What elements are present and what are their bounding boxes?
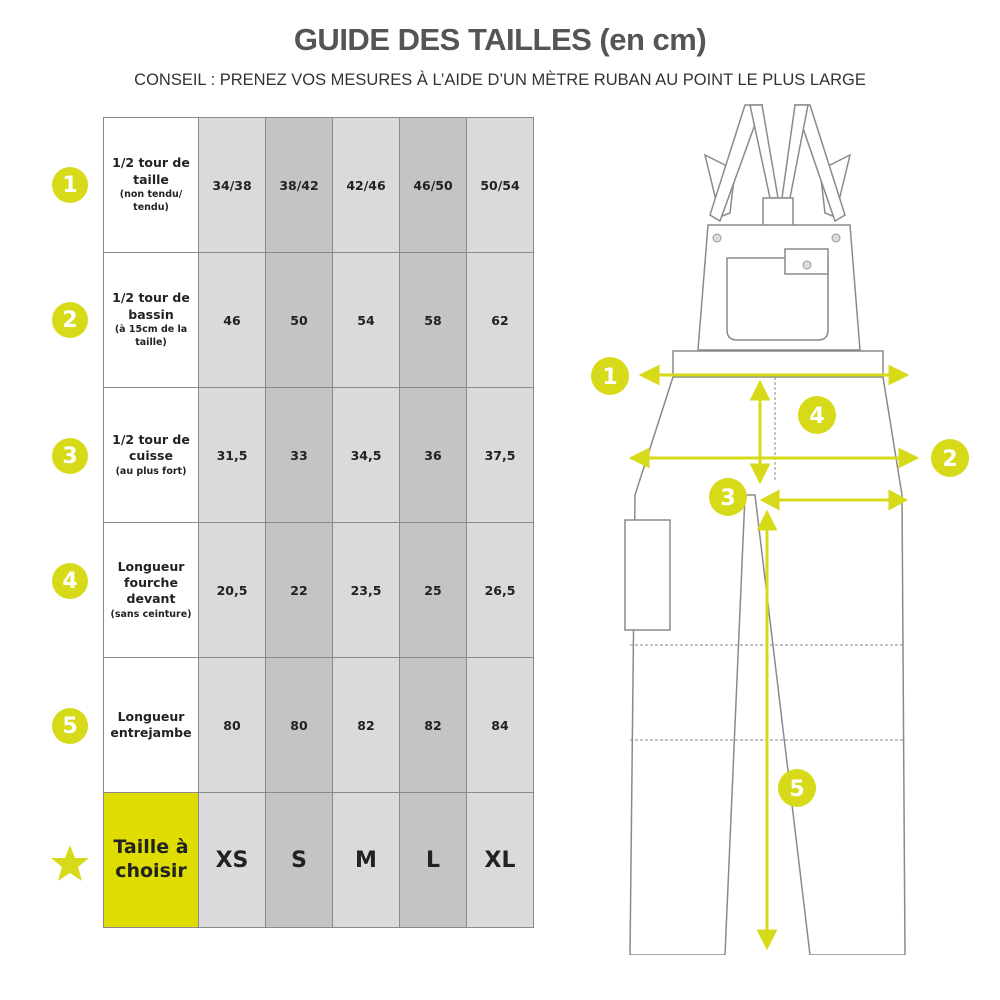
row-label: 1/2 tour de taille (non tendu/ tendu) xyxy=(104,118,199,253)
size-xl: XL xyxy=(467,793,534,928)
table-row xyxy=(104,118,534,253)
table-row xyxy=(104,658,534,793)
cell-xs: 34/38 xyxy=(199,118,266,253)
cell-m: 42/46 xyxy=(333,118,400,253)
cell-m: 82 xyxy=(333,658,400,793)
size-row xyxy=(104,793,534,928)
cell-xl: 62 xyxy=(467,253,534,388)
cell-m: 34,5 xyxy=(333,388,400,523)
cell-s: 22 xyxy=(266,523,333,658)
cell-s: 38/42 xyxy=(266,118,333,253)
marker-5: 5 xyxy=(789,777,805,802)
cell-xs: 80 xyxy=(199,658,266,793)
cell-xs: 46 xyxy=(199,253,266,388)
star-icon xyxy=(50,843,90,883)
page-title: GUIDE DES TAILLES (en cm) xyxy=(293,22,707,57)
row-label: 1/2 tour de cuisse (au plus fort) xyxy=(104,388,199,523)
cell-l: 58 xyxy=(400,253,467,388)
badge-2: 2 xyxy=(52,302,88,338)
marker-3: 3 xyxy=(720,486,736,511)
table-row xyxy=(104,388,534,523)
badge-1: 1 xyxy=(52,167,88,203)
cell-s: 33 xyxy=(266,388,333,523)
table-row xyxy=(104,523,534,658)
row-label: 1/2 tour de bassin (à 15cm de la taille) xyxy=(104,253,199,388)
page-subtitle: CONSEIL : PRENEZ VOS MESURES À L’AIDE D’UN MÈTRE RUBAN AU POINT LE PLUS LARGE xyxy=(134,71,866,89)
cell-m: 54 xyxy=(333,253,400,388)
cell-xl: 26,5 xyxy=(467,523,534,658)
cell-l: 82 xyxy=(400,658,467,793)
cell-l: 25 xyxy=(400,523,467,658)
cell-xl: 84 xyxy=(467,658,534,793)
marker-2: 2 xyxy=(942,447,958,472)
size-xs: XS xyxy=(199,793,266,928)
row-label: Longueur entrejambe xyxy=(104,658,199,793)
row-label: Longueur fourche devant (sans ceinture) xyxy=(104,523,199,658)
cell-s: 50 xyxy=(266,253,333,388)
cell-l: 46/50 xyxy=(400,118,467,253)
marker-4: 4 xyxy=(809,404,825,429)
table-row xyxy=(104,253,534,388)
cell-l: 36 xyxy=(400,388,467,523)
overalls-diagram xyxy=(580,95,1000,955)
size-m: M xyxy=(333,793,400,928)
badge-5: 5 xyxy=(52,708,88,744)
marker-1: 1 xyxy=(602,365,618,390)
cell-xl: 37,5 xyxy=(467,388,534,523)
cell-m: 23,5 xyxy=(333,523,400,658)
cell-xs: 20,5 xyxy=(199,523,266,658)
badge-4: 4 xyxy=(52,563,88,599)
cell-xs: 31,5 xyxy=(199,388,266,523)
cell-xl: 50/54 xyxy=(467,118,534,253)
size-l: L xyxy=(400,793,467,928)
cell-s: 80 xyxy=(266,658,333,793)
size-s: S xyxy=(266,793,333,928)
size-choice-label: Taille à choisir xyxy=(104,793,199,928)
badge-3: 3 xyxy=(52,438,88,474)
size-table xyxy=(103,117,534,928)
